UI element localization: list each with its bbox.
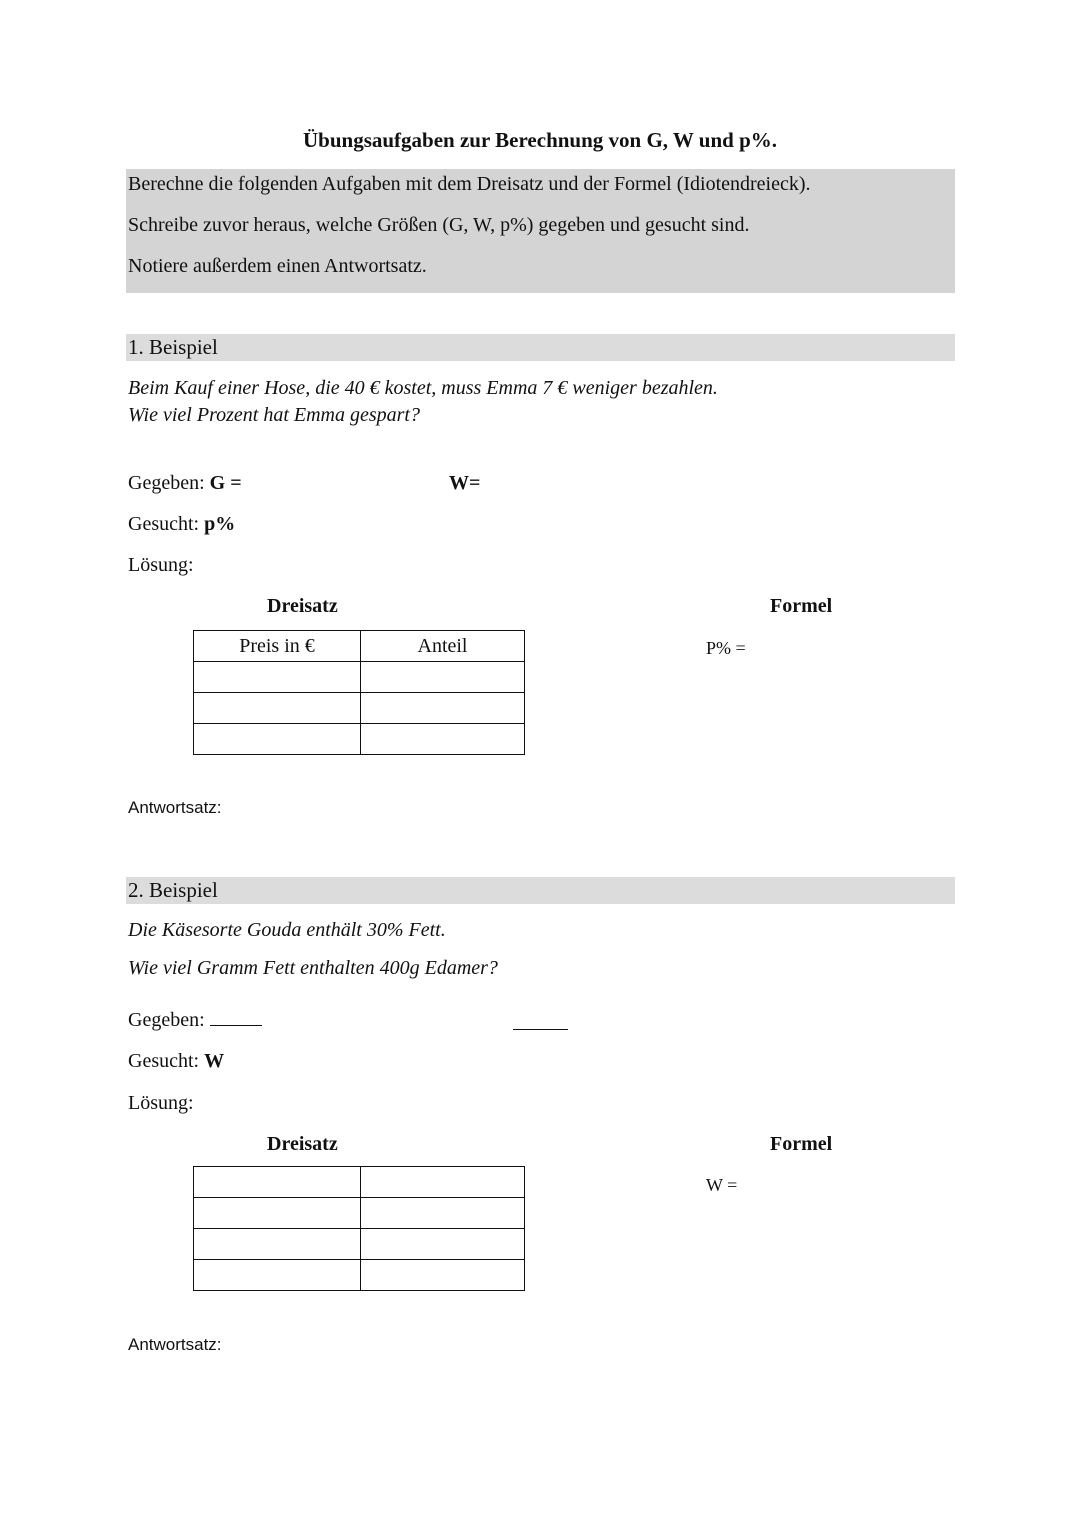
table-cell[interactable] [361,1198,525,1229]
example-2-dreisatz-heading: Dreisatz [267,1133,338,1155]
table-row [194,662,525,693]
table-row [194,724,525,755]
sought-value: p% [204,513,236,535]
table-cell[interactable] [361,693,525,724]
example-2-formula: W = [706,1175,738,1195]
table-header-preis: Preis in € [194,631,361,662]
example-1-header [126,334,955,361]
example-1-sought [128,513,235,536]
instruction-line: Berechne die folgenden Aufgaben mit dem Dreisatz und der Formel (Idiotendreieck). [128,173,811,195]
given-w: W= [449,472,481,494]
table-cell[interactable] [194,1229,361,1260]
example-2-sought [128,1050,224,1073]
table-cell[interactable] [194,1167,361,1198]
sought-value: W [204,1050,225,1072]
table-row [194,631,525,662]
instructions-box [126,169,955,293]
example-1-answer-label: Antwortsatz: [128,798,222,817]
example-2-given [128,1009,262,1032]
given-g: G = [209,472,242,494]
instruction-line: Schreibe zuvor heraus, welche Größen (G, W, p%) gegeben und gesucht sind. [128,214,750,236]
example-1-header-text: 1. Beispiel [128,335,218,359]
page-title: Übungsaufgaben zur Berechnung von G, W und p%. [302,128,778,152]
table-cell[interactable] [194,693,361,724]
given-label: Gegeben: [128,472,205,494]
example-2-solution-label: Lösung: [128,1092,194,1114]
example-2-formel-heading: Formel [770,1133,833,1155]
example-2-dreisatz-table [193,1166,525,1291]
table-cell[interactable] [361,1229,525,1260]
table-row [194,693,525,724]
example-1-task-line-1: Beim Kauf einer Hose, die 40 € kostet, muss Emma 7 € weniger bezahlen. [128,377,718,399]
sought-label: Gesucht: [128,513,200,535]
table-cell[interactable] [361,1260,525,1291]
example-2-task-line-1: Die Käsesorte Gouda enthält 30% Fett. [128,919,446,941]
given-label: Gegeben: [128,1009,205,1031]
table-row [194,1260,525,1291]
example-1-dreisatz-table [193,630,525,755]
table-cell[interactable] [194,1198,361,1229]
example-1-solution-label: Lösung: [128,554,194,576]
table-cell[interactable] [194,724,361,755]
example-1-formel-heading: Formel [770,595,833,617]
table-row [194,1229,525,1260]
example-1-formula: P% = [706,638,746,658]
example-2-header-text: 2. Beispiel [128,878,218,902]
table-row [194,1198,525,1229]
table-cell[interactable] [194,1260,361,1291]
example-2-header [126,877,955,904]
table-cell[interactable] [361,724,525,755]
table-cell[interactable] [361,1167,525,1198]
example-2-answer-label: Antwortsatz: [128,1335,222,1354]
example-1-given [128,472,242,495]
table-cell[interactable] [194,662,361,693]
sought-label: Gesucht: [128,1050,200,1072]
example-2-task-line-2: Wie viel Gramm Fett enthalten 400g Edamer? [128,957,498,979]
example-1-task-line-2: Wie viel Prozent hat Emma gespart? [128,404,420,426]
table-row [194,1167,525,1198]
given-blank[interactable] [210,1025,262,1026]
example-1-dreisatz-heading: Dreisatz [267,595,338,617]
table-header-anteil: Anteil [361,631,525,662]
table-cell[interactable] [361,662,525,693]
given-blank[interactable] [513,1013,568,1030]
instruction-line: Notiere außerdem einen Antwortsatz. [128,255,427,277]
